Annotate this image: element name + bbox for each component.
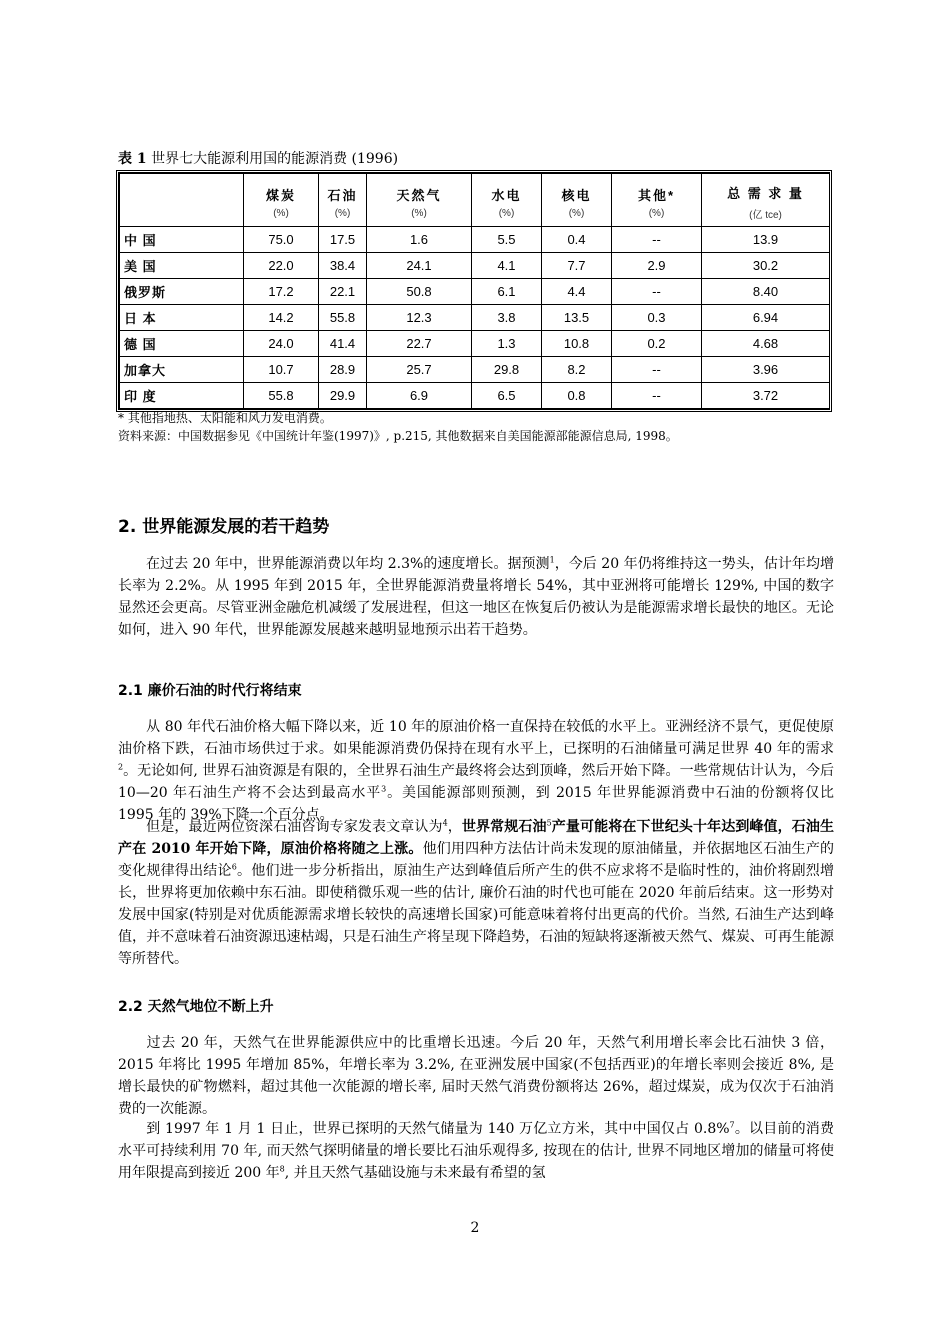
- value-cell: 25.7: [367, 357, 472, 383]
- country-cell: 中 国: [120, 227, 244, 253]
- bold-text-run: 产量可能将在下世纪头十年达到峰值，石油生产在 2010 年开始下降，原油价格将随之上涨。: [118, 819, 835, 857]
- table-row: [120, 227, 830, 253]
- value-cell: 6.1: [472, 279, 542, 305]
- text-run: 。美国能源部则预测，到 2015 年世界能源消费中石油的份额将仅比 1995 年的 39%下降一个百分点。: [118, 785, 834, 823]
- value-cell: 6.5: [472, 383, 542, 409]
- table-footnote: * 其他指地热、太阳能和风力发电消费。: [118, 411, 332, 425]
- value-cell: 10.7: [244, 357, 319, 383]
- country-cell: 日 本: [120, 305, 244, 331]
- footnote-ref: 4: [442, 818, 448, 828]
- table-row: [120, 279, 830, 305]
- value-cell: 14.2: [244, 305, 319, 331]
- header-cell: [244, 174, 319, 227]
- header-unit: (%): [334, 208, 351, 219]
- header-cell: [542, 174, 612, 227]
- text-run: ，: [447, 819, 462, 835]
- footnote-ref: 8: [279, 1164, 285, 1174]
- section-intro-paragraph: [118, 553, 834, 641]
- footnote-ref: 7: [729, 1120, 735, 1130]
- value-cell: 38.4: [319, 253, 367, 279]
- text-run: 到 1997 年 1 月 1 日止，世界已探明的天然气储量为 140 万亿立方米，其中中国仅占 0.8%: [146, 1121, 730, 1137]
- section-title: 2. 世界能源发展的若干趋势: [118, 517, 330, 537]
- value-cell: 22.0: [244, 253, 319, 279]
- value-cell: 1.6: [367, 227, 472, 253]
- text-run: 。以目前的消费水平可持续利用 70 年, 而天然气探明储量的增长要比石油乐观得多, 按现在的估计, 世界不同地区增加的储量可将使用年限提高到接近 200 年: [118, 1121, 834, 1181]
- energy-table: [116, 170, 832, 412]
- oil-paragraph-1: [118, 716, 834, 826]
- table-row: [120, 253, 830, 279]
- value-cell: 22.1: [319, 279, 367, 305]
- value-cell: 6.9: [367, 383, 472, 409]
- header-cell: [367, 174, 472, 227]
- value-cell: 3.8: [472, 305, 542, 331]
- bold-text-run: 世界常规石油: [461, 819, 547, 835]
- gas-paragraph-2: [118, 1118, 834, 1184]
- value-cell: 1.3: [472, 331, 542, 357]
- value-cell: 24.1: [367, 253, 472, 279]
- value-cell: --: [612, 227, 702, 253]
- value-cell: --: [612, 383, 702, 409]
- text-run: ，今后 20 年仍将维持这一势头，估计年均增长率为 2.2%。从 1995 年到 2015 年，全世界能源消费量将增长 54%，其中亚洲将可能增长 129%, 中国的数字显然还会更高。尽管亚洲金融危机减缓了发展进程，但这一地区在恢复后仍被认为是能源需求增长最快的地区。无论如何，进入 90 年代，世界能源发展越来越明显地预示出若干趋势。: [118, 556, 834, 638]
- value-cell: 22.7: [367, 331, 472, 357]
- subsection-title-gas: 2.2 天然气地位不断上升: [118, 999, 274, 1015]
- header-name: 其他*: [637, 188, 676, 203]
- footnote-ref: 2: [118, 762, 124, 772]
- text-run: 但是，最近两位资深石油咨询专家发表文章认为: [146, 819, 443, 835]
- value-cell: 4.68: [702, 331, 830, 357]
- footnote-ref: 3: [381, 784, 387, 794]
- country-cell: 加拿大: [120, 357, 244, 383]
- value-cell: 8.2: [542, 357, 612, 383]
- header-cell: [612, 174, 702, 227]
- header-name: 核电: [561, 188, 592, 203]
- value-cell: 4.4: [542, 279, 612, 305]
- header-name: 煤炭: [265, 188, 296, 203]
- header-name: 天然气: [396, 188, 442, 203]
- value-cell: 29.8: [472, 357, 542, 383]
- value-cell: 17.5: [319, 227, 367, 253]
- table-source: 资料来源：中国数据参见《中国统计年鉴(1997)》, p.215, 其他数据来自美国能源部能源信息局, 1998。: [118, 429, 678, 443]
- page-number: 2: [470, 1220, 480, 1236]
- header-cell: [472, 174, 542, 227]
- header-cell: [120, 174, 244, 227]
- header-unit: (亿 tce): [749, 210, 782, 221]
- value-cell: 29.9: [319, 383, 367, 409]
- header-name: 石油: [327, 188, 358, 203]
- header-cell: [319, 174, 367, 227]
- subsection-title-oil: 2.1 廉价石油的时代行将结束: [118, 683, 302, 699]
- header-cell: [702, 174, 830, 227]
- footnote-ref: 5: [546, 818, 552, 828]
- text-run: 。无论如何, 世界石油资源是有限的，全世界石油生产最终将会达到顶峰，然后开始下降。一些常规估计认为，今后 10—20 年石油生产将不会达到最高水平: [118, 763, 834, 801]
- table-caption: [118, 150, 398, 168]
- value-cell: 17.2: [244, 279, 319, 305]
- value-cell: 3.72: [702, 383, 830, 409]
- value-cell: 4.1: [472, 253, 542, 279]
- value-cell: 0.4: [542, 227, 612, 253]
- value-cell: 50.8: [367, 279, 472, 305]
- country-cell: 德 国: [120, 331, 244, 357]
- text-run: 他们用四种方法估计尚未发现的原油储量，并依据地区石油生产的变化规律得出结论: [118, 841, 835, 879]
- value-cell: 30.2: [702, 253, 830, 279]
- value-cell: 3.96: [702, 357, 830, 383]
- value-cell: 24.0: [244, 331, 319, 357]
- value-cell: 41.4: [319, 331, 367, 357]
- header-unit: (%): [648, 208, 665, 219]
- country-cell: 印 度: [120, 383, 244, 409]
- value-cell: 12.3: [367, 305, 472, 331]
- value-cell: 7.7: [542, 253, 612, 279]
- value-cell: --: [612, 279, 702, 305]
- text-run: 从 80 年代石油价格大幅下降以来，近 10 年的原油价格一直保持在较低的水平上。亚洲经济不景气，更促使原油价格下跌，石油市场供过于求。如果能源消费仍保持在现有水平上，已探明的石油储量可满足世界 40 年的需求: [118, 719, 834, 757]
- value-cell: 13.5: [542, 305, 612, 331]
- value-cell: --: [612, 357, 702, 383]
- country-cell: 俄罗斯: [120, 279, 244, 305]
- table-caption-label: 表 1: [118, 151, 147, 167]
- value-cell: 55.8: [244, 383, 319, 409]
- value-cell: 0.8: [542, 383, 612, 409]
- text-run: 在过去 20 年中，世界能源消费以年均 2.3%的速度增长。据预测: [146, 556, 550, 572]
- text-run: , 并且天然气基础设施与未来最有希望的氢: [284, 1165, 546, 1181]
- gas-paragraph-1: [118, 1032, 834, 1120]
- value-cell: 75.0: [244, 227, 319, 253]
- table-row: [120, 383, 830, 409]
- value-cell: 10.8: [542, 331, 612, 357]
- header-name: 总 需 求 量: [727, 186, 804, 201]
- value-cell: 2.9: [612, 253, 702, 279]
- value-cell: 28.9: [319, 357, 367, 383]
- table-row: [120, 331, 830, 357]
- text-run: 。他们进一步分析指出，原油生产达到峰值后所产生的供不应求将不是临时性的，油价将剧烈增长，世界将更加依赖中东石油。即使稍微乐观一些的估计, 廉价石油的时代也可能在 2020 年前后结束。这一形势对发展中国家(特别是对优质能源需求增长较快的高速增长国家)可能意味着将付出更高的代价。当然, 石油生产达到峰值，并不意味着石油资源迅速枯竭，只是石油生产将呈现下降趋势，石油的短缺将逐渐被天然气、煤炭、可再生能源等所替代。: [118, 863, 835, 967]
- value-cell: 0.2: [612, 331, 702, 357]
- country-cell: 美 国: [120, 253, 244, 279]
- footnote-ref: 6: [231, 862, 237, 872]
- header-unit: (%): [411, 208, 427, 219]
- table-row: [120, 357, 830, 383]
- footnote-ref: 1: [549, 555, 555, 565]
- header-name: 水电: [491, 188, 522, 203]
- value-cell: 13.9: [702, 227, 830, 253]
- value-cell: 6.94: [702, 305, 830, 331]
- value-cell: 8.40: [702, 279, 830, 305]
- value-cell: 0.3: [612, 305, 702, 331]
- table-header-row: [120, 174, 830, 227]
- header-unit: (%): [568, 208, 585, 219]
- table-row: [120, 305, 830, 331]
- header-unit: (%): [273, 208, 289, 219]
- value-cell: 55.8: [319, 305, 367, 331]
- text-run: 过去 20 年，天然气在世界能源供应中的比重增长迅速。今后 20 年，天然气利用增长率会比石油快 3 倍，2015 年将比 1995 年增加 85%，年增长率为 3.2%, 在亚洲发展中国家(不包括西亚)的年增长率则会接近 8%, 是增长最快的矿物燃料，超过其他一次能源的增长率, 届时天然气消费份额将达 26%，超过煤炭，成为仅次于石油消费的一次能源。: [118, 1035, 834, 1117]
- oil-paragraph-2: [118, 816, 834, 970]
- value-cell: 5.5: [472, 227, 542, 253]
- table-caption-text: 世界七大能源利用国的能源消费 (1996): [151, 151, 399, 167]
- header-unit: (%): [498, 208, 515, 219]
